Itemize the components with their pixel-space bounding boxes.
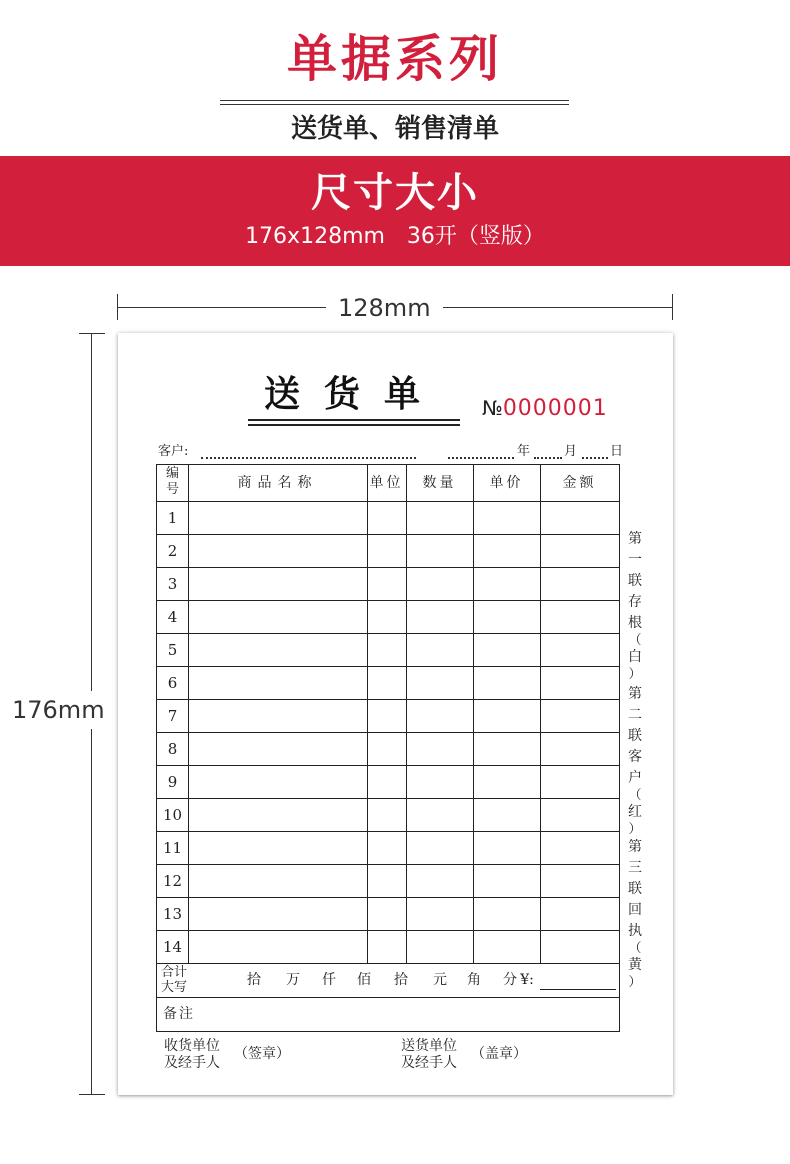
row-number: 8 <box>167 740 178 758</box>
row-number: 13 <box>162 905 183 923</box>
table-row-divider <box>157 732 619 733</box>
row-number: 1 <box>167 509 178 527</box>
amount-unit-7: 分 <box>503 972 517 988</box>
table-column-divider <box>367 465 368 963</box>
sender-seal-note: （盖章） <box>471 1046 527 1062</box>
width-dim-label: 128mm <box>326 293 443 323</box>
copy-label-char: 第 <box>628 839 642 855</box>
copy-label-char: 联 <box>628 573 642 589</box>
row-number: 6 <box>167 674 178 692</box>
sender-label-line1: 送货单位 <box>401 1038 457 1054</box>
month-field <box>534 457 562 459</box>
title-rule <box>220 104 569 105</box>
copy-label-char: 第 <box>628 686 642 702</box>
col-header-amount: 金额 <box>562 475 597 491</box>
currency-symbol: ¥: <box>520 972 534 988</box>
table-row-divider <box>157 831 619 832</box>
copy-label-char: 一 <box>628 552 642 568</box>
amount-unit-3: 佰 <box>357 972 371 988</box>
table-row-divider <box>157 699 619 700</box>
total-amount-field <box>540 989 616 990</box>
copy-label-char: 存 <box>628 594 642 610</box>
total-row-divider <box>157 997 619 998</box>
copy-label-char: 根 <box>628 615 642 631</box>
amount-unit-4: 拾 <box>394 972 408 988</box>
amount-unit-2: 仟 <box>322 972 336 988</box>
copy-label-customer <box>622 684 648 836</box>
copy-label-stub <box>622 529 648 681</box>
receiver-label-line1: 收货单位 <box>164 1038 220 1054</box>
copy-label-char: 客 <box>628 749 642 765</box>
col-header-price: 单价 <box>489 475 524 491</box>
col-header-unit: 单位 <box>369 475 404 491</box>
copy-label-char: 三 <box>628 860 642 876</box>
amount-unit-0: 拾 <box>247 972 261 988</box>
sender-label-line2: 及经手人 <box>401 1055 457 1071</box>
col-header-no: 编 号 <box>165 466 179 497</box>
copy-label-char: 联 <box>628 881 642 897</box>
row-number: 11 <box>162 839 183 857</box>
title-rule <box>220 100 569 101</box>
table-row-divider <box>157 567 619 568</box>
form-title-underline <box>248 424 460 426</box>
row-number: 14 <box>162 938 183 956</box>
table-row-divider <box>157 765 619 766</box>
height-dim-tick-top <box>79 333 105 334</box>
customer-field <box>201 457 416 459</box>
copy-label-receipt <box>622 837 648 989</box>
col-header-product: 商品名称 <box>237 475 318 491</box>
table-column-divider <box>188 465 189 963</box>
row-number: 4 <box>167 608 178 626</box>
table-row-divider <box>157 963 619 964</box>
amount-unit-5: 元 <box>433 972 447 988</box>
table-row-divider <box>157 633 619 634</box>
table-column-divider <box>473 465 474 963</box>
copy-label-char: ） <box>628 822 642 837</box>
row-number: 5 <box>167 641 178 659</box>
page-title: 单据系列 <box>287 30 503 88</box>
number-sign: № <box>482 396 503 420</box>
col-header-qty: 数量 <box>422 475 457 491</box>
day-label: 日 <box>610 444 624 459</box>
copy-label-char: 第 <box>628 531 642 547</box>
items-table <box>156 464 620 1032</box>
copy-label-char: 联 <box>628 728 642 744</box>
table-row-divider <box>157 534 619 535</box>
document-number-value: 0000001 <box>502 396 608 421</box>
copy-label-char: 回 <box>628 902 642 918</box>
copy-label-char: 执 <box>628 923 642 939</box>
table-row-divider <box>157 798 619 799</box>
form-title: 送货单 <box>263 373 444 415</box>
table-header-divider <box>157 501 619 502</box>
row-number: 3 <box>167 575 178 593</box>
copy-label-char: ） <box>628 667 642 682</box>
table-row-divider <box>157 864 619 865</box>
size-banner-title: 尺寸大小 <box>311 170 479 216</box>
copy-label-char: （ <box>628 633 642 648</box>
delivery-note-form <box>118 333 673 1095</box>
total-label-1: 合计 <box>161 965 188 980</box>
table-column-divider <box>540 465 541 963</box>
copy-label-char: 二 <box>628 707 642 723</box>
year-label: 年 <box>517 444 531 459</box>
month-label: 月 <box>564 444 578 459</box>
total-label-2: 大写 <box>161 980 188 995</box>
copy-label-char: （ <box>628 788 642 803</box>
copy-label-char: 黄 <box>628 957 642 973</box>
size-banner <box>0 156 790 266</box>
amount-unit-1: 万 <box>286 972 300 988</box>
day-field <box>582 457 608 459</box>
amount-unit-6: 角 <box>467 972 481 988</box>
row-number: 7 <box>167 707 178 725</box>
sender-label <box>401 1038 457 1072</box>
row-number: 12 <box>162 872 183 890</box>
table-column-divider <box>406 465 407 963</box>
receiver-label-line2: 及经手人 <box>164 1055 220 1071</box>
remarks-label: 备注 <box>163 1006 195 1022</box>
row-number: 9 <box>167 773 178 791</box>
height-dim-label: 176mm <box>10 691 107 729</box>
receiver-label <box>164 1038 220 1072</box>
copy-label-char: 白 <box>628 649 642 665</box>
copy-label-char: 户 <box>628 770 642 786</box>
year-field <box>448 457 514 459</box>
copy-label-char: 红 <box>628 804 642 820</box>
row-number: 2 <box>167 542 178 560</box>
form-title-underline <box>248 419 460 421</box>
page-subtitle: 送货单、销售清单 <box>290 114 499 144</box>
table-row-divider <box>157 666 619 667</box>
table-row-divider <box>157 930 619 931</box>
size-banner-value: 176x128mm 36开（竖版） <box>245 224 545 249</box>
receiver-sign-note: （签章） <box>234 1046 290 1062</box>
document-number <box>482 395 608 422</box>
copy-label-char: （ <box>628 941 642 956</box>
row-number: 10 <box>162 806 183 824</box>
table-row-divider <box>157 897 619 898</box>
height-dim-tick-bottom <box>79 1094 105 1095</box>
copy-label-char: ） <box>628 975 642 990</box>
table-row-divider <box>157 600 619 601</box>
customer-label: 客户: <box>158 444 189 459</box>
